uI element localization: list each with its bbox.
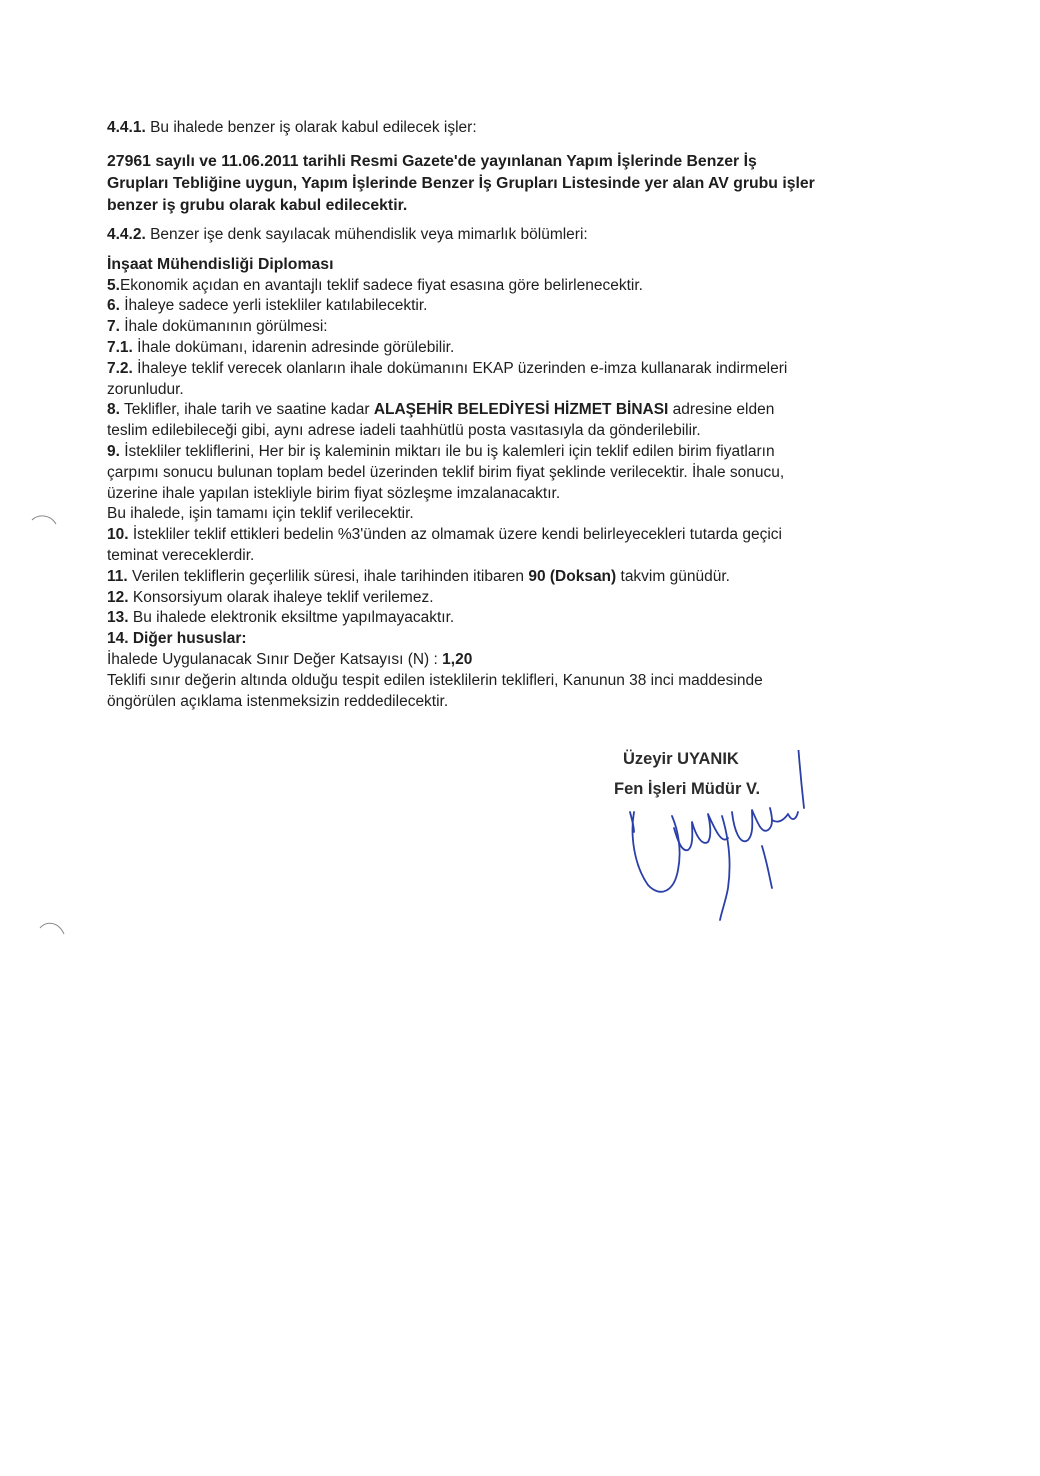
item-9-cont-1: çarpımı sonucu bulunan toplam bedel üzerinden teklif birim fiyat şeklinde verilecektir. İhale sonucu, xyxy=(107,463,785,481)
item-8: 8. Teklifler, ihale tarih ve saatine kadar ALAŞEHİR BELEDİYESİ HİZMET BİNASI adresine elden xyxy=(107,401,775,419)
item-7-2-cont: zorunludur. xyxy=(107,380,184,398)
item-6: 6. İhaleye sadece yerli istekliler katılabilecektir. xyxy=(107,297,428,315)
item-7-2: 7.2. İhaleye teklif verecek olanların ihale dokümanını EKAP üzerinden e-imza kullanarak indirmeleri xyxy=(107,359,788,377)
item-5: 5.Ekonomik açıdan en avantajlı teklif sadece fiyat esasına göre belirlenecektir. xyxy=(107,276,643,294)
signature-block xyxy=(612,750,832,930)
item-10: 10. İstekliler teklif ettikleri bedelin %3'ünden az olmamak üzere kendi belirleyecekleri tutarda geçici xyxy=(107,526,782,544)
item-9: 9. İstekliler tekliflerini, Her bir iş kaleminin miktarı ile bu iş kalemleri için teklif edilen birim fiyatların xyxy=(107,442,775,460)
item-14-coefficient: İhalede Uygulanacak Sınır Değer Katsayısı (N) : 1,20 xyxy=(107,650,473,668)
punch-hole-mark-bottom xyxy=(38,918,68,942)
handwritten-signature xyxy=(612,750,832,930)
item-9-cont-3: Bu ihalede, işin tamamı için teklif verilecektir. xyxy=(107,505,414,523)
item-4-4-2-diploma: İnşaat Mühendisliği Diploması xyxy=(107,255,334,273)
item-14-text-cont: öngörülen açıklama istenmeksizin reddedilecektir. xyxy=(107,692,449,710)
signatory-name: Üzeyir UYANIK xyxy=(623,750,739,768)
item-11: 11. Verilen tekliflerin geçerlilik süresi, ihale tarihinden itibaren 90 (Doksan) takvim günüdür. xyxy=(107,567,730,585)
item-7-1: 7.1. İhale dokümanı, idarenin adresinde görülebilir. xyxy=(107,338,455,356)
punch-hole-mark-top xyxy=(30,512,60,532)
item-14-heading: 14. Diğer hususlar: xyxy=(107,630,247,648)
item-14-text: Teklifi sınır değerin altında olduğu tespit edilen isteklilerin teklifleri, Kanunun 38 inci maddesinde xyxy=(107,671,763,689)
item-4-4-1-criteria: 27961 sayılı ve 11.06.2011 tarihli Resmi Gazete'de yayınlanan Yapım İşlerinde Benzer İş Grupları Tebliğine uygun, Yapım İşlerinde Benzer İş Grupları Listesinde yer alan AV grubu işler benzer iş grubu olarak kabul edilecektir. xyxy=(107,152,815,214)
item-12: 12. Konsorsiyum olarak ihaleye teklif verilemez. xyxy=(107,588,434,606)
signatory-title: Fen İşleri Müdür V. xyxy=(614,780,761,798)
item-7: 7. İhale dokümanının görülmesi: xyxy=(107,318,328,336)
item-9-cont-2: üzerine ihale yapılan istekliyle birim fiyat sözleşme imzalanacaktır. xyxy=(107,484,561,502)
document-body xyxy=(107,118,927,712)
item-10-cont: teminat vereceklerdir. xyxy=(107,546,255,564)
item-4-4-1: 4.4.1. Bu ihalede benzer iş olarak kabul edilecek işler: xyxy=(107,119,477,136)
item-13: 13. Bu ihalede elektronik eksiltme yapılmayacaktır. xyxy=(107,609,455,627)
item-4-4-2: 4.4.2. Benzer işe denk sayılacak mühendislik veya mimarlık bölümleri: xyxy=(107,225,588,243)
item-8-cont: teslim edilebileceği gibi, aynı adrese iadeli taahhütlü posta vasıtasıyla da gönderilebilir. xyxy=(107,422,701,440)
